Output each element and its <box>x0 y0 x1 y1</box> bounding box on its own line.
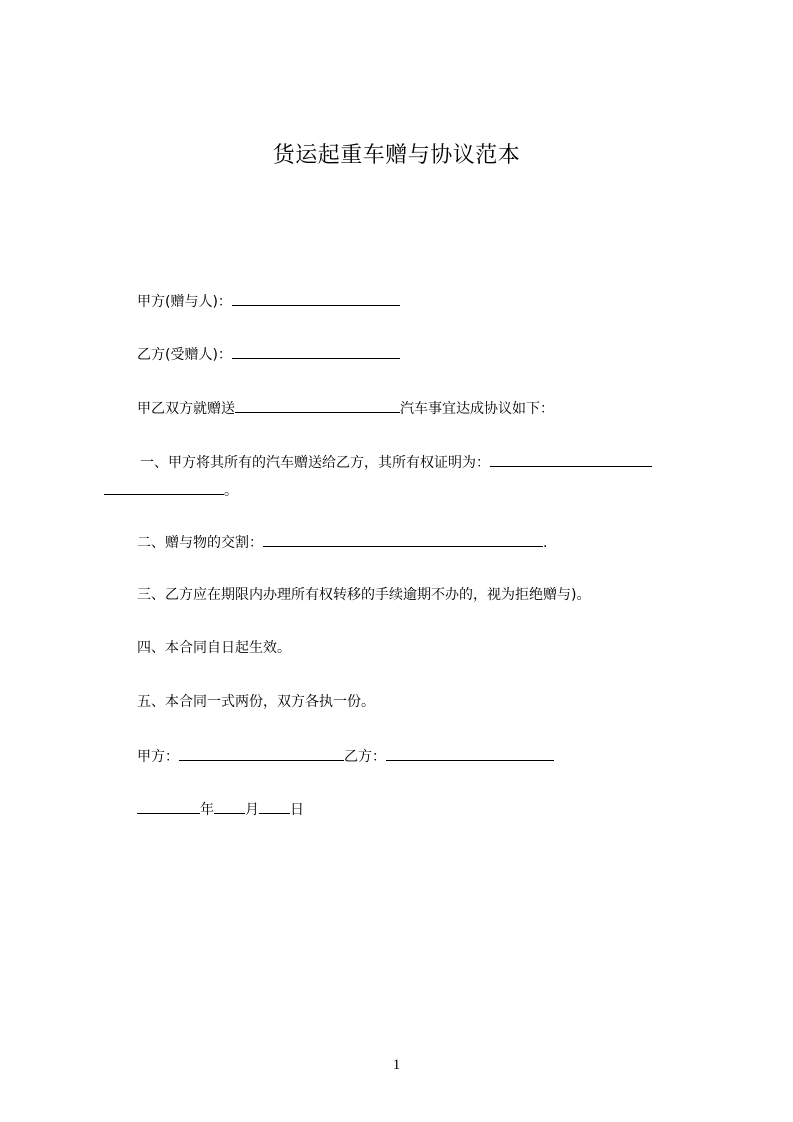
clause-2-text: 二、赠与物的交割： <box>137 535 263 551</box>
signature-line <box>137 746 554 767</box>
clause-1-end: 。 <box>224 483 238 499</box>
clause-1-blank <box>490 452 652 467</box>
clause-1-blank-cont <box>104 480 224 495</box>
document-title: 货运起重车赠与协议范本 <box>272 143 521 168</box>
clause-3-line <box>137 585 590 605</box>
intro-prefix: 甲乙双方就赠送 <box>137 401 235 417</box>
clause-1-line <box>140 452 652 473</box>
date-year: 年 <box>200 802 214 818</box>
clause-3-text: 三、乙方应在期限内办理所有权转移的手续逾期不办的，视为拒绝赠与)。 <box>137 587 591 603</box>
date-day: 日 <box>290 802 304 818</box>
party-a-label: 甲方(赠与人)： <box>137 294 232 310</box>
party-b-line <box>137 344 400 365</box>
party-a-blank <box>232 291 400 306</box>
year-blank <box>137 799 200 814</box>
intro-blank <box>235 398 400 413</box>
sign-b-blank <box>386 746 554 761</box>
intro-line <box>137 398 554 419</box>
sign-a-label: 甲方： <box>137 749 179 765</box>
date-month: 月 <box>245 802 259 818</box>
clause-2-blank <box>263 532 543 547</box>
party-b-blank <box>232 344 400 359</box>
intro-suffix: 汽车事宜达成协议如下： <box>400 401 554 417</box>
clause-5-line <box>137 692 375 712</box>
clause-2-end: . <box>543 535 548 551</box>
clause-4-line <box>137 638 291 658</box>
clause-1-continuation <box>104 480 238 501</box>
clause-1-text: 一、甲方将其所有的汽车赠送给乙方，其所有权证明为： <box>140 455 490 471</box>
clause-5-text: 五、本合同一式两份，双方各执一份。 <box>137 694 375 710</box>
sign-a-blank <box>179 746 344 761</box>
day-blank <box>259 799 290 814</box>
date-line <box>137 799 304 820</box>
month-blank <box>214 799 245 814</box>
party-b-label: 乙方(受赠人)： <box>137 347 232 363</box>
party-a-line <box>137 291 400 312</box>
clause-4-text: 四、本合同自日起生效。 <box>137 640 291 656</box>
page-number: 1 <box>392 1057 401 1073</box>
sign-b-label: 乙方： <box>344 749 386 765</box>
clause-2-line <box>137 532 547 553</box>
